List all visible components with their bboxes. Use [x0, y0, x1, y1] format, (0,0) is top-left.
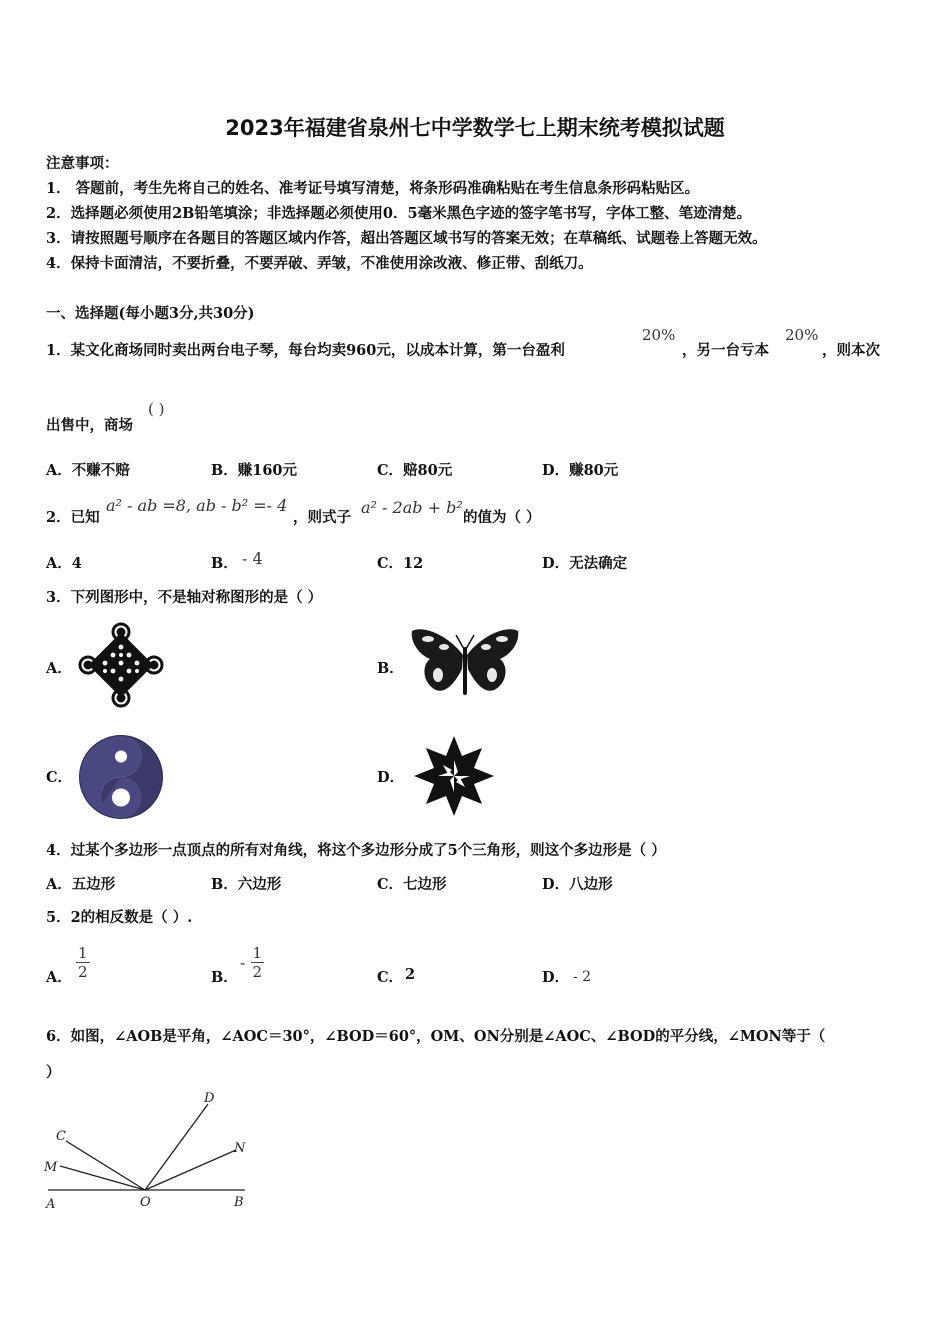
chinese-knot-figure	[78, 622, 164, 708]
q1-option-a: A．不赚不赔	[46, 462, 130, 479]
q5-option-d-value: - 2	[573, 969, 592, 985]
q5-b-sign: -	[240, 953, 246, 972]
label-o: O	[140, 1195, 151, 1210]
q4-option-a: A．五边形	[46, 876, 116, 893]
q3-text: 3．下列图形中，不是轴对称图形的是（ ）	[46, 589, 323, 606]
q1-text-part2: ，另一台亏本	[682, 342, 769, 359]
q5-option-a-fraction	[76, 944, 90, 981]
q2-option-b-value: - 4	[242, 549, 263, 568]
q3-label-d: D．	[377, 769, 405, 786]
q5-label-b: B．	[211, 969, 238, 986]
q2-given-expression: a² - ab =8, ab - b² =- 4	[106, 496, 288, 515]
q5-b-denominator: 2	[252, 963, 263, 981]
yin-yang-figure	[78, 734, 164, 820]
page-title: 2023年福建省泉州七中学数学七上期末统考模拟试题	[225, 116, 725, 140]
q1-text-line2: 出售中，商场	[46, 417, 133, 434]
angle-figure	[40, 1086, 270, 1216]
q1-option-c: C．赔80元	[377, 462, 453, 479]
q5-label-c: C．	[377, 969, 404, 986]
q4-option-b: B．六边形	[211, 876, 282, 893]
label-n: N	[234, 1141, 246, 1156]
label-d: D	[204, 1091, 215, 1106]
notice-item-3: 3．请按照题号顺序在各题目的答题区域内作答，超出答题区域书写的答案无效；在草稿纸、试题卷上答题无效。	[46, 230, 767, 247]
q2-option-b: B．	[211, 555, 238, 572]
q4-option-c: C．七边形	[377, 876, 447, 893]
q2-option-d: D．无法确定	[542, 555, 628, 572]
q2-option-c: C．12	[377, 555, 424, 572]
label-b: B	[234, 1195, 244, 1210]
q5-b-numerator: 1	[252, 944, 263, 962]
q6-text-close: ）	[46, 1064, 61, 1081]
q5-a-numerator: 1	[78, 944, 88, 962]
q3-label-b: B．	[377, 660, 404, 677]
notice-item-2: 2．选择题必须使用2B铅笔填涂；非选择题必须使用0．5毫米黑色字迹的签字笔书写，字体工整、笔迹清楚。	[46, 205, 752, 222]
eight-point-star-figure	[412, 734, 496, 818]
ray-oc	[66, 1141, 145, 1190]
q3-label-c: C．	[46, 769, 73, 786]
q5-option-b-fraction	[240, 944, 264, 981]
notice-item-1: 1． 答题前，考生先将自己的姓名、准考证号填写清楚，将条形码准确粘贴在考生信息条形码粘贴区。	[46, 180, 700, 197]
label-m: M	[44, 1160, 58, 1175]
q5-label-a: A．	[46, 969, 72, 986]
q1-answer-blank: ( )	[148, 400, 165, 418]
q2-option-a: A．4	[46, 555, 82, 572]
ray-on	[145, 1150, 236, 1190]
q5-label-d: D．	[542, 969, 570, 986]
q2-text-part1: 2．已知	[46, 509, 100, 526]
q5-text: 5．2的相反数是（ ）.	[46, 909, 193, 926]
q3-label-a: A．	[46, 660, 72, 677]
ray-od	[145, 1104, 208, 1190]
q6-text: 6．如图，∠AOB是平角，∠AOC＝30°，∠BOD＝60°，OM、ON分别是∠AOC、∠BOD的平分线，∠MON等于（	[46, 1028, 826, 1045]
q1-option-d: D．赚80元	[542, 462, 619, 479]
q2-target-expression: a² - 2ab + b²	[361, 498, 463, 517]
q2-text-part3: 的值为（ ）	[463, 509, 541, 526]
q5-option-c-value: 2	[405, 966, 416, 983]
section-heading: 一、选择题(每小题3分,共30分)	[46, 305, 255, 322]
q1-percent-1: 20%	[642, 326, 676, 344]
q1-text-part1: 1．某文化商场同时卖出两台电子琴，每台均卖960元，以成本计算，第一台盈利	[46, 342, 565, 359]
q2-text-part2: ，则式子	[293, 509, 351, 526]
notice-heading: 注意事项：	[46, 155, 119, 172]
q4-option-d: D．八边形	[542, 876, 613, 893]
label-c: C	[56, 1129, 66, 1144]
q1-option-b: B．赚160元	[211, 462, 298, 479]
q5-a-denominator: 2	[78, 963, 88, 981]
ray-om	[60, 1166, 145, 1190]
q1-text-part3: ，则本次	[822, 342, 880, 359]
notice-item-4: 4．保持卡面清洁，不要折叠，不要弄破、弄皱，不准使用涂改液、修正带、刮纸刀。	[46, 255, 593, 272]
q1-percent-2: 20%	[785, 326, 819, 344]
label-a: A	[46, 1197, 56, 1212]
q4-text: 4．过某个多边形一点顶点的所有对角线，将这个多边形分成了5个三角形，则这个多边形是（ ）	[46, 842, 666, 859]
butterfly-figure	[408, 625, 522, 705]
